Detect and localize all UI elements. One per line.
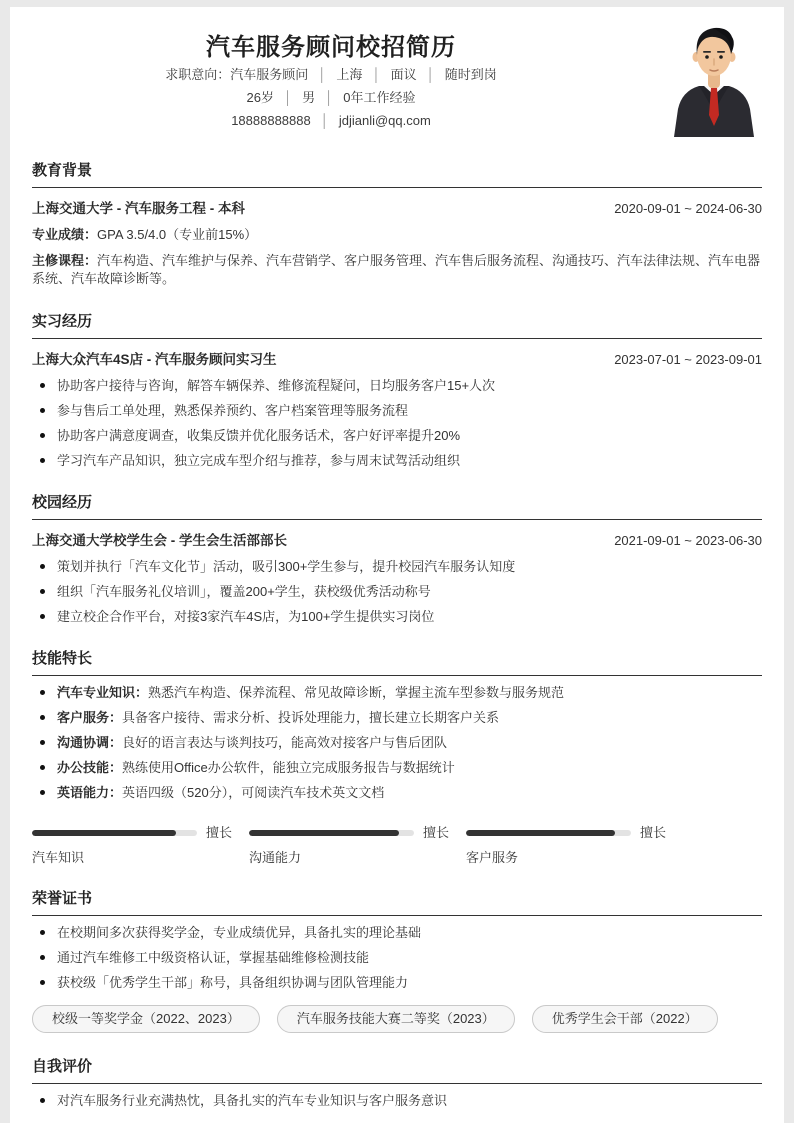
bullet-item: 汽车专业知识：熟悉汽车构造、保养流程、常见故障诊断，掌握主流车型参数与服务规范 [32, 684, 762, 701]
profile-photo [666, 23, 762, 137]
skill-bars [32, 825, 762, 865]
bullet-item: 协助客户满意度调查，收集反馈并优化服务话术，客户好评率提升20% [32, 427, 762, 444]
section-honors [32, 889, 762, 1033]
info-segment: 男 [302, 90, 316, 105]
skill-name: 沟通能力 [249, 850, 302, 865]
organization-role: 上海交通大学校学生会 - 学生会生活部部长 [32, 533, 287, 548]
section-campus [32, 493, 762, 625]
resume-page [10, 7, 784, 1123]
bullet-item: 办公技能：熟练使用Office办公软件，能独立完成服务报告与数据统计 [32, 759, 762, 776]
detail-row: 主修课程：汽车构造、汽车维护与保养、汽车营销学、客户服务管理、汽车售后服务流程、沟通技巧、汽车法律法规、汽车电器系统、汽车故障诊断等。 [32, 253, 761, 286]
info-segment: 求职意向：汽车服务顾问 [165, 67, 309, 82]
resume-header [32, 23, 762, 137]
self-evaluation-bullet-list [32, 1092, 762, 1109]
section-title: 实习经历 [32, 313, 93, 330]
skill-level-label: 擅长 [423, 825, 450, 840]
skill-bar-track [249, 830, 414, 836]
honors-bullet-list [32, 924, 762, 991]
section-header [32, 889, 762, 916]
campus-bullet-list [32, 558, 762, 625]
skill-bar-row [466, 825, 669, 840]
separator: │ [426, 67, 435, 82]
skill-bar [249, 825, 452, 865]
bullet-label: 汽车专业知识： [57, 685, 149, 700]
skill-bar-row [32, 825, 235, 840]
internship-bullet-list [32, 377, 762, 469]
bullet-label: 办公技能： [57, 760, 123, 775]
skill-bar [32, 825, 235, 865]
award-tag: 优秀学生会干部（2022） [532, 1005, 718, 1033]
section-title: 校园经历 [32, 494, 93, 511]
bullet-label: 英语能力： [57, 785, 123, 800]
skill-bar-fill [249, 830, 399, 836]
bullet-item: 策划并执行「汽车文化节」活动，吸引300+学生参与，提升校园汽车服务认知度 [32, 558, 762, 575]
skill-bar-fill [32, 830, 176, 836]
company-role: 上海大众汽车4S店 - 汽车服务顾问实习生 [32, 352, 277, 367]
bullet-label: 客户服务： [57, 710, 123, 725]
separator: │ [325, 90, 334, 105]
campus-entry [32, 532, 762, 550]
separator: │ [283, 90, 293, 105]
skill-level-label: 擅长 [640, 825, 667, 840]
bullet-item: 获校级「优秀学生干部」称号，具备组织协调与团队管理能力 [32, 974, 762, 991]
contact-info-line [32, 109, 630, 132]
info-segment: 上海 [336, 67, 363, 82]
skill-bar-track [32, 830, 197, 836]
skill-name: 客户服务 [466, 850, 519, 865]
internship-date-range: 2023-07-01 ~ 2023-09-01 [614, 352, 762, 367]
section-education [32, 161, 762, 288]
bullet-item: 沟通协调：良好的语言表达与谈判技巧，能高效对接客户与售后团队 [32, 734, 762, 751]
internship-entry [32, 351, 762, 369]
skill-level-label: 擅长 [206, 825, 233, 840]
skill-name: 汽车知识 [32, 850, 85, 865]
education-entry [32, 200, 762, 218]
info-segment: 0年工作经验 [343, 90, 416, 105]
bullet-item: 通过汽车维修工中级资格认证，掌握基础维修检测技能 [32, 949, 762, 966]
info-segment: 18888888888 [231, 113, 311, 128]
detail-row: 专业成绩：GPA 3.5/4.0（专业前15%） [32, 227, 258, 242]
skills-bullet-list [32, 684, 762, 801]
bullet-item: 学习汽车产品知识，独立完成车型介绍与推荐，参与周末试驾活动组织 [32, 452, 762, 469]
detail-label: 专业成绩： [32, 227, 98, 242]
skill-bar-row [249, 825, 452, 840]
campus-date-range: 2021-09-01 ~ 2023-06-30 [614, 533, 762, 548]
section-self-evaluation [32, 1057, 762, 1109]
section-title: 教育背景 [32, 162, 93, 179]
section-header [32, 493, 762, 520]
award-tag: 汽车服务技能大赛二等奖（2023） [277, 1005, 515, 1033]
section-title: 技能特长 [32, 650, 93, 667]
skill-bar-fill [466, 830, 615, 836]
section-title: 荣誉证书 [32, 890, 93, 907]
bullet-item: 参与售后工单处理，熟悉保养预约、客户档案管理等服务流程 [32, 402, 762, 419]
education-date-range: 2020-09-01 ~ 2024-06-30 [614, 201, 762, 216]
section-title: 自我评价 [32, 1058, 93, 1075]
separator: │ [372, 67, 381, 82]
section-skills [32, 649, 762, 865]
bullet-item: 客户服务：具备客户接待、需求分析、投诉处理能力，擅长建立长期客户关系 [32, 709, 762, 726]
info-segment: 26岁 [246, 90, 274, 105]
section-internship [32, 312, 762, 469]
job-intent-line [32, 63, 630, 86]
bullet-label: 沟通协调： [57, 735, 123, 750]
info-segment: 面议 [390, 67, 417, 82]
bullet-item: 对汽车服务行业充满热忱，具备扎实的汽车专业知识与客户服务意识 [32, 1092, 762, 1109]
section-header [32, 312, 762, 339]
page-title: 汽车服务顾问校招简历 [206, 34, 456, 61]
separator: │ [318, 67, 327, 82]
section-header [32, 649, 762, 676]
header-text-block [32, 23, 630, 132]
avatar-illustration [666, 23, 762, 137]
school-degree: 上海交通大学 - 汽车服务工程 - 本科 [32, 201, 245, 216]
education-details [32, 226, 762, 288]
award-tag: 校级一等奖学金（2022、2023） [32, 1005, 260, 1033]
award-tags [32, 1005, 762, 1033]
info-segment: jdjianli@qq.com [338, 113, 431, 128]
separator: │ [320, 113, 329, 128]
bullet-item: 组织「汽车服务礼仪培训」，覆盖200+学生，获校级优秀活动称号 [32, 583, 762, 600]
info-segment: 随时到岗 [444, 67, 497, 82]
bullet-item: 英语能力：英语四级（520分），可阅读汽车技术英文文档 [32, 784, 762, 801]
detail-label: 主修课程： [32, 253, 98, 268]
bullet-item: 在校期间多次获得奖学金，专业成绩优异，具备扎实的理论基础 [32, 924, 762, 941]
bullet-item: 协助客户接待与咨询，解答车辆保养、维修流程疑问，日均服务客户15+人次 [32, 377, 762, 394]
skill-bar-track [466, 830, 631, 836]
skill-bar [466, 825, 669, 865]
bullet-item: 建立校企合作平台，对接3家汽车4S店，为100+学生提供实习岗位 [32, 608, 762, 625]
personal-info-line [32, 86, 630, 109]
section-header [32, 1057, 762, 1084]
section-header [32, 161, 762, 188]
